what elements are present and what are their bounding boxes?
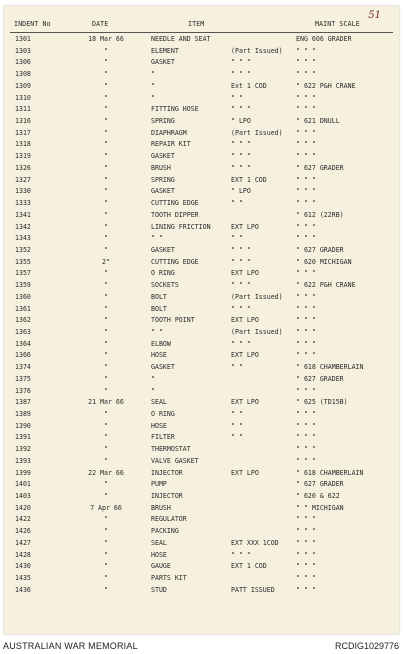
- cell-indent-no: 1341: [15, 210, 31, 219]
- cell-maint-scale: " " ": [296, 58, 316, 67]
- table-row: [4, 232, 399, 244]
- cell-date: ": [104, 222, 108, 231]
- cell-note: " " ": [231, 550, 251, 559]
- cell-maint-scale: " " ": [296, 538, 316, 547]
- cell-maint-scale: " " ": [296, 386, 316, 395]
- cell-indent-no: 1387: [15, 398, 31, 407]
- cell-date: ": [104, 574, 108, 583]
- cell-maint-scale: " 618 CHAMBERLAIN: [296, 363, 364, 372]
- cell-item: CUTTING EDGE: [151, 199, 199, 208]
- table-row: [4, 467, 399, 479]
- cell-item: ": [151, 374, 155, 383]
- header-item: ITEM: [188, 20, 205, 28]
- cell-maint-scale: " " ": [296, 292, 316, 301]
- cell-note: " ": [231, 410, 243, 418]
- cell-maint-scale: " " ": [296, 93, 316, 102]
- cell-date: ": [104, 421, 108, 430]
- cell-maint-scale: " 627 GRADER: [296, 163, 344, 172]
- cell-item: PUMP: [151, 480, 167, 489]
- cell-indent-no: 1352: [15, 245, 31, 254]
- cell-date: ": [104, 550, 108, 559]
- header-date: DATE: [92, 20, 109, 28]
- table-row: [4, 338, 399, 350]
- cell-indent-no: 1430: [15, 562, 31, 571]
- cell-maint-scale: " " ": [296, 327, 316, 336]
- table-row: [4, 314, 399, 326]
- cell-maint-scale: " 622 P&H CRANE: [296, 281, 356, 290]
- cell-item: " ": [151, 234, 163, 243]
- cell-item: BRUSH: [151, 163, 171, 172]
- cell-item: " ": [151, 327, 163, 336]
- cell-date: ": [104, 433, 108, 442]
- cell-date: ": [104, 140, 108, 149]
- cell-date: ": [104, 316, 108, 325]
- cell-note: EXT LPO: [231, 468, 259, 477]
- table-row: [4, 478, 399, 490]
- table-row: [4, 221, 399, 233]
- cell-date: ": [104, 538, 108, 547]
- cell-indent-no: 1390: [15, 421, 31, 430]
- cell-item: HOSE: [151, 550, 167, 559]
- cell-note: " ": [231, 421, 243, 430]
- cell-indent-no: 1376: [15, 386, 31, 395]
- cell-date: ": [104, 445, 108, 454]
- cell-note: " ": [231, 433, 243, 442]
- cell-maint-scale: " " ": [296, 351, 316, 360]
- table-row: [4, 162, 399, 174]
- cell-note: " " ": [231, 140, 251, 149]
- cell-note: EXT 1 COD: [231, 562, 267, 571]
- table-row: [4, 584, 399, 596]
- cell-maint-scale: " " ": [296, 222, 316, 231]
- cell-maint-scale: " " ": [296, 199, 316, 208]
- cell-maint-scale: " " ": [296, 421, 316, 430]
- cell-item: ": [151, 93, 155, 102]
- cell-item: GASKET: [151, 363, 175, 372]
- cell-indent-no: 1359: [15, 281, 31, 290]
- table-row: [4, 349, 399, 361]
- cell-indent-no: 1309: [15, 81, 31, 90]
- cell-indent-no: 1361: [15, 304, 31, 313]
- cell-maint-scale: " 622 P&H CRANE: [296, 81, 356, 90]
- cell-maint-scale: " " ": [296, 574, 316, 583]
- cell-item: SPRING: [151, 117, 175, 126]
- table-row: [4, 560, 399, 572]
- cell-item: INJECTOR: [151, 468, 183, 477]
- cell-date: ": [104, 245, 108, 254]
- header-maint-scale: MAINT SCALE: [315, 20, 360, 28]
- cell-date: ": [104, 562, 108, 571]
- cell-note: " " ": [231, 70, 251, 79]
- cell-note: EXT LPO: [231, 351, 259, 360]
- cell-indent-no: 1333: [15, 199, 31, 208]
- cell-maint-scale: " 621 DNULL: [296, 117, 340, 126]
- cell-note: " LPO: [231, 117, 251, 126]
- cell-item: BOLT: [151, 304, 167, 313]
- table-row: [4, 174, 399, 186]
- cell-item: REPAIR KIT: [151, 140, 191, 149]
- cell-indent-no: 1426: [15, 527, 31, 536]
- cell-note: " ": [231, 93, 243, 102]
- cell-date: ": [104, 339, 108, 348]
- cell-date: ": [104, 327, 108, 336]
- cell-date: 18 Mar 66: [88, 35, 124, 43]
- cell-maint-scale: " " ": [296, 316, 316, 325]
- cell-note: " " ": [231, 152, 251, 161]
- cell-maint-scale: " " ": [296, 433, 316, 442]
- cell-item: GASKET: [151, 245, 175, 254]
- cell-date: ": [104, 234, 108, 243]
- table-row: [4, 150, 399, 162]
- cell-maint-scale: " 612 (22RB): [296, 210, 344, 219]
- cell-indent-no: 1343: [15, 234, 31, 243]
- cell-indent-no: 1393: [15, 456, 31, 465]
- table-row: [4, 209, 399, 221]
- cell-indent-no: 1301: [15, 35, 31, 43]
- cell-date: ": [104, 128, 108, 137]
- table-row: [4, 303, 399, 315]
- cell-note: Ext 1 COD: [231, 81, 267, 90]
- table-row: [4, 267, 399, 279]
- cell-indent-no: 1316: [15, 117, 31, 126]
- cell-note: " " ": [231, 245, 251, 254]
- cell-date: ": [104, 363, 108, 372]
- cell-date: ": [104, 281, 108, 290]
- cell-note: EXT LPO: [231, 316, 259, 325]
- cell-note: (Part Issued): [231, 128, 283, 137]
- cell-date: 7 Apr 66: [90, 503, 122, 512]
- cell-maint-scale: " " ": [296, 269, 316, 278]
- cell-item: GASKET: [151, 58, 175, 67]
- cell-item: SEAL: [151, 538, 167, 547]
- table-row: [4, 138, 399, 150]
- cell-date: ": [104, 163, 108, 172]
- cell-date: ": [104, 515, 108, 524]
- cell-item: FILTER: [151, 433, 175, 442]
- cell-note: " " ": [231, 163, 251, 172]
- cell-date: ": [104, 374, 108, 383]
- cell-date: ": [104, 304, 108, 313]
- cell-indent-no: 1327: [15, 175, 31, 184]
- cell-item: BOLT: [151, 292, 167, 301]
- table-row: [4, 115, 399, 127]
- cell-indent-no: 1427: [15, 538, 31, 547]
- cell-item: REGULATOR: [151, 515, 187, 524]
- cell-maint-scale: " 618 CHAMBERLAIN: [296, 468, 364, 477]
- table-row: [4, 513, 399, 525]
- cell-maint-scale: " " ": [296, 105, 316, 114]
- cell-maint-scale: " " ": [296, 339, 316, 348]
- cell-maint-scale: " " ": [296, 562, 316, 571]
- cell-item: NEEDLE AND SEAT: [151, 35, 211, 43]
- cell-indent-no: 1364: [15, 339, 31, 348]
- cell-indent-no: 1306: [15, 58, 31, 67]
- table-row: [4, 490, 399, 502]
- cell-maint-scale: " " ": [296, 140, 316, 149]
- cell-date: ": [104, 175, 108, 184]
- cell-item: CUTTING EDGE: [151, 257, 199, 266]
- cell-indent-no: 1326: [15, 163, 31, 172]
- cell-indent-no: 1374: [15, 363, 31, 372]
- cell-indent-no: 1317: [15, 128, 31, 137]
- cell-indent-no: 1342: [15, 222, 31, 231]
- cell-indent-no: 1428: [15, 550, 31, 559]
- cell-item: SPRING: [151, 175, 175, 184]
- cell-item: PACKING: [151, 527, 179, 536]
- cell-item: O RING: [151, 410, 175, 418]
- table-row: [4, 326, 399, 338]
- cell-note: " LPO: [231, 187, 251, 196]
- cell-item: ": [151, 81, 155, 90]
- cell-note: " " ": [231, 58, 251, 67]
- indent-table: [4, 33, 399, 596]
- table-row: [4, 408, 399, 420]
- table-row: [4, 197, 399, 209]
- cell-indent-no: 1303: [15, 46, 31, 55]
- cell-note: PATT ISSUED: [231, 585, 275, 594]
- cell-note: " " ": [231, 105, 251, 114]
- cell-date: 2": [102, 257, 110, 266]
- cell-maint-scale: " 627 GRADER: [296, 245, 344, 254]
- cell-note: " ": [231, 363, 243, 372]
- table-row: [4, 502, 399, 514]
- cell-indent-no: 1330: [15, 187, 31, 196]
- cell-date: ": [104, 46, 108, 55]
- cell-date: ": [104, 410, 108, 418]
- cell-maint-scale: " " ": [296, 304, 316, 313]
- table-row: [4, 256, 399, 268]
- cell-maint-scale: " " ": [296, 175, 316, 184]
- cell-maint-scale: " 620 & 622: [296, 492, 340, 501]
- cell-indent-no: 1357: [15, 269, 31, 278]
- cell-indent-no: 1318: [15, 140, 31, 149]
- cell-item: FITTING HOSE: [151, 105, 199, 114]
- cell-date: ": [104, 527, 108, 536]
- cell-item: GAUGE: [151, 562, 171, 571]
- cell-indent-no: 1366: [15, 351, 31, 360]
- cell-item: VALVE GASKET: [151, 456, 199, 465]
- cell-maint-scale: " " ": [296, 234, 316, 243]
- table-row: [4, 537, 399, 549]
- cell-indent-no: 1435: [15, 574, 31, 583]
- cell-note: (Part Issued): [231, 46, 283, 55]
- cell-date: ": [104, 81, 108, 90]
- cell-item: ELEMENT: [151, 46, 179, 55]
- table-row: [4, 33, 399, 45]
- cell-note: " ": [231, 234, 243, 243]
- cell-item: HOSE: [151, 351, 167, 360]
- cell-item: HOSE: [151, 421, 167, 430]
- cell-maint-scale: " " ": [296, 70, 316, 79]
- cell-indent-no: 1422: [15, 515, 31, 524]
- cell-maint-scale: " " MICHIGAN: [296, 503, 344, 512]
- cell-maint-scale: " " ": [296, 152, 316, 161]
- cell-date: ": [104, 187, 108, 196]
- cell-date: ": [104, 269, 108, 278]
- cell-maint-scale: " 625 (TD15B): [296, 398, 348, 407]
- document-page: [4, 6, 399, 634]
- cell-item: THERMOSTAT: [151, 445, 191, 454]
- cell-note: (Part Issued): [231, 327, 283, 336]
- cell-indent-no: 1391: [15, 433, 31, 442]
- cell-date: ": [104, 93, 108, 102]
- table-header: [10, 18, 393, 33]
- table-row: [4, 127, 399, 139]
- cell-note: EXT LPO: [231, 269, 259, 278]
- cell-item: ": [151, 70, 155, 79]
- table-row: [4, 92, 399, 104]
- cell-indent-no: 1311: [15, 105, 31, 114]
- header-indent-no: INDENT No: [14, 20, 51, 28]
- cell-date: ": [104, 456, 108, 465]
- cell-indent-no: 1401: [15, 480, 31, 489]
- table-row: [4, 385, 399, 397]
- cell-indent-no: 1360: [15, 292, 31, 301]
- cell-item: LINING FRICTION: [151, 222, 211, 231]
- cell-item: ELBOW: [151, 339, 171, 348]
- cell-item: INJECTOR: [151, 492, 183, 501]
- cell-item: GASKET: [151, 187, 175, 196]
- table-row: [4, 291, 399, 303]
- table-row: [4, 455, 399, 467]
- cell-item: TOOTH POINT: [151, 316, 195, 325]
- cell-indent-no: 1403: [15, 492, 31, 501]
- cell-maint-scale: " " ": [296, 456, 316, 465]
- cell-indent-no: 1362: [15, 316, 31, 325]
- cell-maint-scale: " " ": [296, 550, 316, 559]
- cell-item: GASKET: [151, 152, 175, 161]
- table-row: [4, 431, 399, 443]
- archive-footer: [0, 638, 403, 654]
- cell-note: EXT LPO: [231, 398, 259, 407]
- table-row: [4, 45, 399, 57]
- cell-indent-no: 1319: [15, 152, 31, 161]
- footer-reference: RCDIG1029776: [334, 641, 399, 651]
- cell-indent-no: 1392: [15, 445, 31, 454]
- cell-indent-no: 1375: [15, 374, 31, 383]
- table-row: [4, 103, 399, 115]
- table-row: [4, 185, 399, 197]
- footer-source: AUSTRALIAN WAR MEMORIAL: [3, 641, 138, 651]
- cell-date: ": [104, 199, 108, 208]
- cell-date: ": [104, 70, 108, 79]
- cell-maint-scale: " " ": [296, 410, 316, 418]
- cell-date: ": [104, 386, 108, 395]
- cell-date: ": [104, 292, 108, 301]
- cell-maint-scale: " " ": [296, 187, 316, 196]
- cell-item: SOCKETS: [151, 281, 179, 290]
- table-row: [4, 56, 399, 68]
- cell-indent-no: 1308: [15, 70, 31, 79]
- table-row: [4, 80, 399, 92]
- cell-indent-no: 1363: [15, 327, 31, 336]
- table-row: [4, 443, 399, 455]
- cell-maint-scale: ENG 606 GRADER: [296, 35, 352, 43]
- cell-date: ": [104, 117, 108, 126]
- cell-note: " " ": [231, 281, 251, 290]
- cell-item: O RING: [151, 269, 175, 278]
- cell-date: 21 Mar 66: [88, 398, 124, 407]
- cell-indent-no: 1389: [15, 410, 31, 418]
- cell-maint-scale: " 627 GRADER: [296, 374, 344, 383]
- table-row: [4, 279, 399, 291]
- table-row: [4, 361, 399, 373]
- cell-maint-scale: " " ": [296, 515, 316, 524]
- table-row: [4, 244, 399, 256]
- table-row: [4, 68, 399, 80]
- cell-note: EXT LPO: [231, 222, 259, 231]
- cell-note: " ": [231, 199, 243, 208]
- cell-date: ": [104, 585, 108, 594]
- cell-indent-no: 1436: [15, 585, 31, 594]
- cell-maint-scale: " " ": [296, 527, 316, 536]
- cell-item: TOOTH DIPPER: [151, 210, 199, 219]
- cell-date: ": [104, 492, 108, 501]
- cell-maint-scale: " 620 MICHIGAN: [296, 257, 352, 266]
- cell-maint-scale: " " ": [296, 128, 316, 137]
- cell-date: ": [104, 210, 108, 219]
- cell-note: " " ": [231, 304, 251, 313]
- cell-item: PARTS KIT: [151, 574, 187, 583]
- table-row: [4, 420, 399, 432]
- cell-date: ": [104, 152, 108, 161]
- cell-indent-no: 1399: [15, 468, 31, 477]
- cell-indent-no: 1355: [15, 257, 31, 266]
- cell-note: EXT 1 COD: [231, 175, 267, 184]
- cell-maint-scale: " " ": [296, 445, 316, 454]
- cell-item: BRUSH: [151, 503, 171, 512]
- cell-indent-no: 1420: [15, 503, 31, 512]
- cell-date: ": [104, 105, 108, 114]
- cell-item: SEAL: [151, 398, 167, 407]
- table-row: [4, 373, 399, 385]
- cell-note: EXT XXX 1COD: [231, 538, 279, 547]
- cell-date: ": [104, 480, 108, 489]
- cell-date: 22 Mar 66: [88, 468, 124, 477]
- cell-item: DIAPHRAGM: [151, 128, 187, 137]
- cell-item: ": [151, 386, 155, 395]
- cell-note: " " ": [231, 339, 251, 348]
- page-number: 51: [368, 10, 381, 21]
- cell-note: (Part Issued): [231, 292, 283, 301]
- cell-date: ": [104, 351, 108, 360]
- table-row: [4, 396, 399, 408]
- cell-indent-no: 1310: [15, 93, 31, 102]
- cell-maint-scale: " " ": [296, 585, 316, 594]
- table-row: [4, 525, 399, 537]
- cell-maint-scale: " " ": [296, 46, 316, 55]
- table-row: [4, 549, 399, 561]
- cell-note: " " ": [231, 257, 251, 266]
- cell-date: ": [104, 58, 108, 67]
- table-row: [4, 572, 399, 584]
- cell-maint-scale: " 627 GRADER: [296, 480, 344, 489]
- cell-item: STUD: [151, 585, 167, 594]
